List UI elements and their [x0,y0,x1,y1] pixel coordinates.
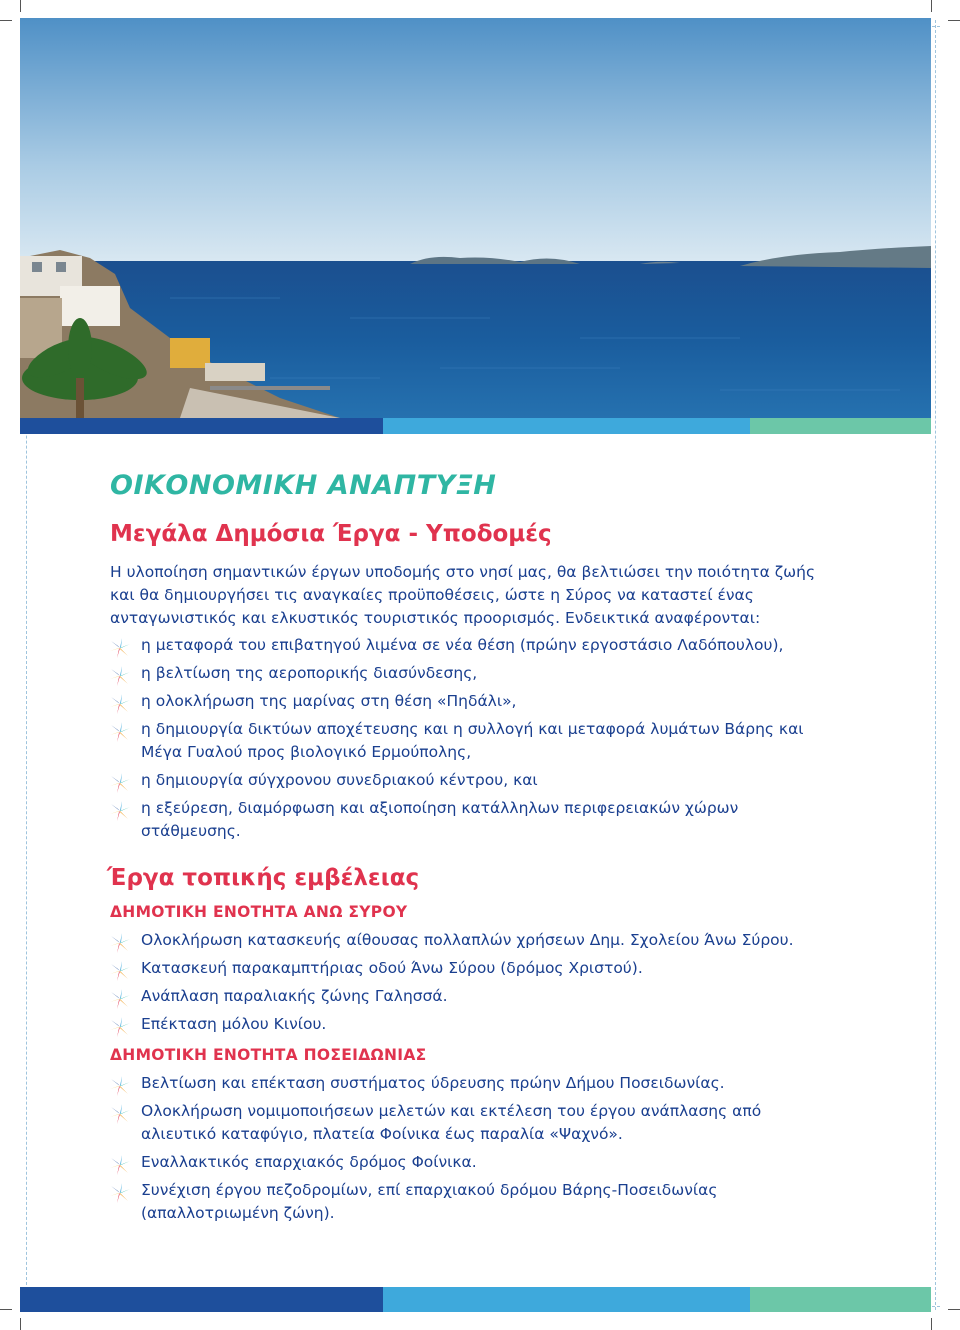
major-projects-list [110,634,830,843]
list-item-text: Ολοκλήρωση κατασκευής αίθουσας πολλαπλών χρήσεων Δημ. Σχολείου Άνω Σύρου. [141,931,794,949]
star-bullet-icon [108,636,132,660]
page-title: ΟΙΚΟΝΟΜΙΚΗ ΑΝΑΠΤΥΞΗ [110,470,497,501]
unit-title-poseidonia: ΔΗΜΟΤΙΚΗ ΕΝΟΤΗΤΑ ΠΟΣΕΙΔΩΝΙΑΣ [110,1046,427,1064]
band-segment [383,418,750,434]
color-band-top [20,418,931,434]
star-bullet-icon [108,931,132,955]
band-segment [383,1287,750,1312]
star-bullet-icon [108,959,132,983]
list-item [110,957,830,980]
color-band-bottom [20,1287,931,1312]
trim-line [935,20,936,1310]
list-item-text: η ολοκλήρωση της μαρίνας στη θέση «Πηδάλι», [141,692,517,710]
sea-view-photo [20,18,931,418]
star-bullet-icon [108,771,132,795]
star-bullet-icon [108,1102,132,1126]
list-item-text: η δημιουργία σύγχρονου συνεδριακού κέντρου, και [141,771,538,789]
list-item [110,718,830,764]
list-item-text: Κατασκευή παρακαμπτήριας οδού Άνω Σύρου (δρόμος Χριστού). [141,959,643,977]
star-bullet-icon [108,1153,132,1177]
list-item [110,662,830,685]
star-bullet-icon [108,1181,132,1205]
list-item-text: Συνέχιση έργου πεζοδρομίων, επί επαρχιακού δρόμου Βάρης-Ποσειδωνίας (απαλλοτριωμένη ζώνη). [141,1181,718,1222]
list-item-text: η βελτίωση της αεροπορικής διασύνδεσης, [141,664,478,682]
star-bullet-icon [108,987,132,1011]
crop-mark [948,1309,960,1310]
band-segment [750,1287,931,1312]
list-item-text: Επέκταση μόλου Κινίου. [141,1015,327,1033]
crop-mark [20,1318,21,1330]
list-item [110,634,830,657]
content [107,470,830,1230]
local-projects-title: Έργα τοπικής εμβέλειας [107,865,420,891]
ano-syros-projects-list [110,929,830,1036]
star-bullet-icon [108,692,132,716]
list-item-text: η μεταφορά του επιβατηγού λιμένα σε νέα θέση (πρώην εργοστάσιο Λαδόπουλου), [141,636,784,654]
crop-mark [0,1309,12,1310]
intro-paragraph: Η υλοποίηση σημαντικών έργων υποδομής στο νησί μας, θα βελτιώσει την ποιότητα ζωής και θα δημιουργήσει τις αναγκαίες προϋποθέσεις, ώστε η Σύρος να καταστεί ένας ανταγωνιστικός και ελκυστικός τουριστικός προορισμός. Ενδεικτικά αναφέρονται: [110,563,816,627]
list-item [110,929,830,952]
list-item [110,797,830,843]
star-bullet-icon [108,1015,132,1039]
list-item [110,769,830,792]
star-bullet-icon [108,720,132,744]
list-item [110,690,830,713]
star-bullet-icon [108,799,132,823]
crop-mark [20,0,21,12]
list-item [110,1151,830,1174]
list-item-text: Ολοκλήρωση νομιμοποιήσεων μελετών και εκτέλεση του έργου ανάπλασης από αλιευτικό καταφύγιο, πλατεία Φοίνικα έως παραλία «Ψαχνό». [141,1102,762,1143]
section-subtitle: Μεγάλα Δημόσια Έργα - Υποδομές [110,521,552,547]
list-item-text: Ανάπλαση παραλιακής ζώνης Γαλησσά. [141,987,448,1005]
list-item-text: Βελτίωση και επέκταση συστήματος ύδρευσης πρώην Δήμου Ποσειδωνίας. [141,1074,725,1092]
list-item-text: Εναλλακτικός επαρχιακός δρόμος Φοίνικα. [141,1153,477,1171]
list-item-text: η δημιουργία δικτύων αποχέτευσης και η συλλογή και μεταφορά λυμάτων Βάρης και Μέγα Γυαλού προς βιολογικό Ερμούπολης, [141,720,804,761]
crop-mark [931,1318,932,1330]
crop-mark [948,20,960,21]
list-item [110,1072,830,1095]
unit-title-ano-syros: ΔΗΜΟΤΙΚΗ ΕΝΟΤΗΤΑ ΑΝΩ ΣΥΡΟΥ [110,903,408,921]
list-item [110,1179,830,1225]
star-bullet-icon [108,664,132,688]
list-item [110,985,830,1008]
poseidonia-projects-list [110,1072,830,1225]
star-bullet-icon [108,1074,132,1098]
list-item-text: η εξεύρεση, διαμόρφωση και αξιοποίηση κατάλληλων περιφερειακών χώρων στάθμευσης. [141,799,739,840]
list-item [110,1013,830,1036]
list-item [110,1100,830,1146]
band-segment [750,418,931,434]
crop-mark [931,0,932,12]
crop-mark [0,20,12,21]
band-segment [20,1287,383,1312]
band-segment [20,418,383,434]
